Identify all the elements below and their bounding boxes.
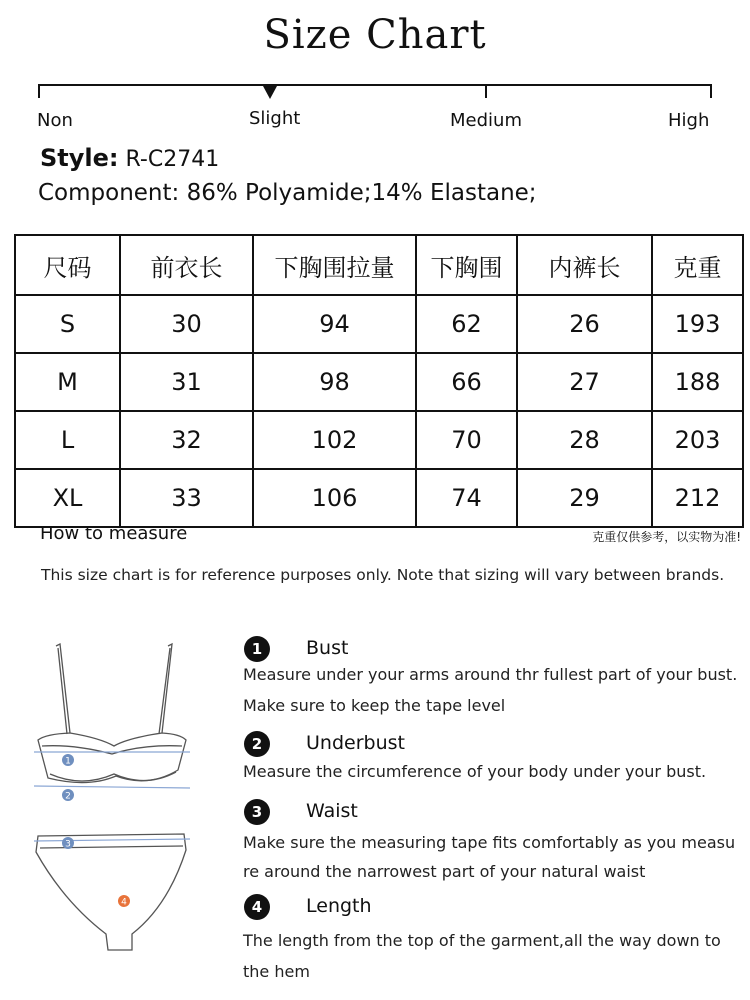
stretch-tick-medium [485,84,487,98]
briefs-outline [36,834,186,950]
page-title: Size Chart [263,12,487,58]
waist-desc-line-1: Make sure the measuring tape fits comfortably as you measu [243,833,736,852]
table-cell: 70 [416,411,517,469]
svg-text:3: 3 [65,839,71,850]
table-row [15,469,743,527]
stretch-tick-high [710,84,712,98]
style-line [40,144,219,172]
disclaimer-text: This size chart is for reference purposes only. Note that sizing will vary between brands. [41,566,725,584]
size-table [14,234,744,528]
stretch-scale-line [38,84,712,86]
size-table-header-row [15,235,743,295]
length-desc-line-2: the hem [243,962,310,981]
svg-text:2: 2 [65,791,71,802]
table-cell: 33 [120,469,253,527]
table-cell: 106 [253,469,416,527]
header-underbust-stretch: 下胸围拉量 [253,235,416,295]
table-row [15,411,743,469]
number-3-icon: 3 [244,799,270,825]
figure-marker-1 [62,754,74,767]
table-cell: 212 [652,469,743,527]
header-underbust: 下胸围 [416,235,517,295]
stretch-tick-non [38,84,40,98]
figure-marker-2 [62,789,74,802]
left-strap-outline [56,644,70,733]
table-cell: 66 [416,353,517,411]
table-cell: 31 [120,353,253,411]
stretch-label-medium: Medium [450,110,522,131]
table-cell: 193 [652,295,743,353]
number-4-icon: 4 [244,894,270,920]
number-1-icon: 1 [244,636,270,662]
table-row [15,353,743,411]
svg-text:1: 1 [65,756,71,767]
table-cell: 94 [253,295,416,353]
weight-note: 克重仅供参考，以实物为准! [592,530,741,544]
table-cell: 188 [652,353,743,411]
right-strap-outline [162,644,172,733]
stretch-label-non: Non [37,110,73,131]
table-cell: 62 [416,295,517,353]
step-title-underbust: Underbust [306,732,405,754]
number-2-icon: 2 [244,731,270,757]
table-cell: 29 [517,469,652,527]
header-front-length: 前衣长 [120,235,253,295]
table-cell: 27 [517,353,652,411]
table-cell: 74 [416,469,517,527]
table-cell: 26 [517,295,652,353]
table-cell: L [15,411,120,469]
table-cell: 28 [517,411,652,469]
bikini-measurement-illustration [28,638,198,978]
table-cell: 30 [120,295,253,353]
underbust-measure-line [34,786,190,788]
length-desc-line-1: The length from the top of the garment,all the way down to [243,931,721,950]
table-row [15,295,743,353]
step-title-length: Length [306,895,372,917]
figure-marker-4 [118,895,130,908]
bust-desc-line-1: Measure under your arms around thr fullest part of your bust. [243,665,738,684]
stretch-scale [38,84,712,98]
table-cell: S [15,295,120,353]
component-line: Component: 86% Polyamide;14% Elastane; [38,180,537,206]
waist-desc-line-2: re around the narrowest part of your natural waist [243,862,646,881]
header-size: 尺码 [15,235,120,295]
svg-text:4: 4 [121,897,127,908]
stretch-label-slight: Slight [249,108,301,129]
table-cell: M [15,353,120,411]
bust-desc-line-2: Make sure to keep the tape level [243,696,506,715]
style-value: R-C2741 [125,147,220,172]
underbust-desc-line-1: Measure the circumference of your body under your bust. [243,762,707,781]
waist-measure-line [34,839,190,841]
table-cell: 203 [652,411,743,469]
table-cell: 98 [253,353,416,411]
stretch-pointer-icon [263,86,277,99]
table-cell: 102 [253,411,416,469]
step-title-waist: Waist [306,800,358,822]
header-weight: 克重 [652,235,743,295]
step-title-bust: Bust [306,637,349,659]
table-cell: 32 [120,411,253,469]
style-label: Style: [40,144,119,172]
how-to-measure-heading: How to measure [40,523,188,544]
table-cell: XL [15,469,120,527]
stretch-label-high: High [668,110,710,131]
header-brief-length: 内裤长 [517,235,652,295]
